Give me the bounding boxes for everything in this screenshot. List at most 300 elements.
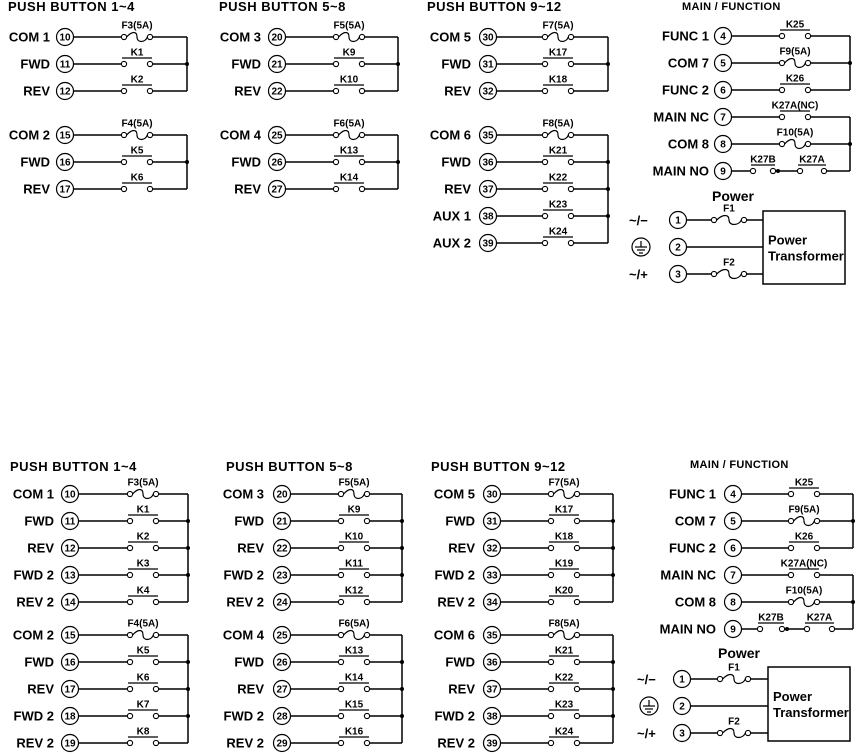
- row-label: FWD 2: [434, 567, 475, 583]
- contact-point: [364, 545, 369, 550]
- contact-point: [127, 659, 132, 664]
- row-label: COM 6: [429, 127, 471, 143]
- contact-point: [717, 730, 722, 735]
- contact-point: [779, 33, 784, 38]
- component-label: K21: [554, 645, 574, 657]
- main-function-group: [660, 459, 855, 638]
- contact-point: [574, 686, 579, 691]
- row-label: MAIN NO: [652, 163, 709, 179]
- terminal-number: 10: [64, 489, 76, 501]
- contact-point: [338, 599, 343, 604]
- circuit-row: [234, 75, 398, 100]
- contact-point: [153, 632, 158, 637]
- contact-point: [805, 33, 810, 38]
- component-label: F6(5A): [333, 118, 365, 130]
- contact-point: [147, 61, 152, 66]
- transformer-box: [763, 211, 845, 284]
- component-label: K18: [554, 531, 574, 543]
- power-row: [637, 717, 768, 742]
- terminal-number: 20: [271, 32, 283, 44]
- contact-point: [788, 572, 793, 577]
- contact-point: [364, 572, 369, 577]
- component-label: K16: [344, 726, 364, 738]
- row-label: REV 2: [16, 594, 54, 610]
- component-label: K26: [785, 73, 805, 85]
- terminal-number: 29: [276, 738, 288, 750]
- circuit-row: [20, 48, 189, 73]
- terminal-number: 16: [59, 157, 71, 169]
- row-label: FWD: [441, 154, 471, 170]
- circuit-row: [234, 173, 398, 198]
- row-label: REV: [444, 181, 471, 197]
- row-label: REV: [27, 540, 54, 556]
- component-label: K5: [136, 645, 150, 657]
- component-label: K2: [130, 74, 144, 86]
- terminal-number: 9: [720, 166, 726, 178]
- row-label: COM 7: [674, 513, 716, 529]
- row-label: REV: [27, 681, 54, 697]
- contact-point: [338, 572, 343, 577]
- terminal-number: 8: [730, 597, 736, 609]
- row-label: COM 5: [433, 486, 475, 502]
- contact-point: [153, 686, 158, 691]
- circuit-row: [226, 586, 402, 611]
- push-button-group: [427, 0, 610, 252]
- power-row: [632, 238, 763, 256]
- contact-point: [574, 659, 579, 664]
- component-label: F4(5A): [121, 118, 153, 130]
- circuit-row: [14, 559, 190, 584]
- contact-point: [338, 632, 343, 637]
- circuit-row: [669, 532, 853, 557]
- row-label: REV: [237, 681, 264, 697]
- fuse-element: [723, 729, 746, 738]
- contact-point: [711, 217, 716, 222]
- transformer-box: [768, 667, 850, 741]
- contact-point: [548, 713, 553, 718]
- contact-point: [338, 545, 343, 550]
- contact-point: [548, 686, 553, 691]
- contact-point: [127, 713, 132, 718]
- row-label: FWD 2: [13, 567, 54, 583]
- circuit-row: [669, 478, 853, 503]
- contact-point: [127, 545, 132, 550]
- terminal-number: 31: [486, 516, 498, 528]
- contact-point: [574, 491, 579, 496]
- contact-point: [364, 632, 369, 637]
- row-label: FWD: [20, 154, 50, 170]
- circuit-row: [675, 586, 853, 611]
- contact-point: [338, 518, 343, 523]
- contact-point: [338, 686, 343, 691]
- terminal-number: 2: [675, 242, 681, 254]
- row-label: FUNC 2: [662, 82, 709, 98]
- contact-point: [574, 740, 579, 745]
- contact-point: [750, 168, 755, 173]
- contact-point: [568, 61, 573, 66]
- circuit-row: [220, 119, 398, 144]
- group-title: MAIN / FUNCTION: [682, 1, 781, 13]
- terminal-number: 31: [482, 59, 494, 71]
- group-title: PUSH BUTTON 9~12: [427, 0, 562, 14]
- contact-point: [814, 599, 819, 604]
- contact-point: [574, 545, 579, 550]
- power-section: [629, 188, 845, 284]
- row-label: FWD: [445, 654, 475, 670]
- circuit-row: [437, 586, 613, 611]
- terminal-number: 37: [482, 184, 494, 196]
- circuit-row: [23, 173, 187, 198]
- terminal-number: 38: [486, 711, 498, 723]
- component-label: K24: [554, 726, 574, 738]
- contact-point: [153, 545, 158, 550]
- contact-point: [364, 491, 369, 496]
- terminal-number: 10: [59, 32, 71, 44]
- row-label: COM 4: [222, 627, 264, 643]
- terminal-number: 2: [679, 701, 685, 713]
- circuit-row: [13, 478, 188, 503]
- contact-point: [147, 88, 152, 93]
- fuse-element: [554, 490, 575, 499]
- contact-point: [568, 186, 573, 191]
- circuit-row: [20, 146, 189, 171]
- contact-point: [574, 632, 579, 637]
- component-label: K26: [794, 531, 814, 543]
- contact-point: [542, 132, 547, 137]
- fuse-element: [548, 33, 569, 42]
- push-button-group: [431, 459, 615, 752]
- terminal-number: 1: [679, 674, 685, 686]
- terminal-number: 5: [720, 58, 726, 70]
- component-label: F2: [723, 257, 735, 269]
- row-label: REV: [234, 181, 261, 197]
- terminal-number: 3: [679, 728, 685, 740]
- component-label: K4: [136, 585, 150, 597]
- fuse-element: [785, 59, 806, 68]
- contact-point: [814, 518, 819, 523]
- row-label: REV: [234, 83, 261, 99]
- row-label: FUNC 1: [662, 28, 709, 44]
- fuse-element: [133, 631, 154, 640]
- power-title: Power: [717, 645, 761, 661]
- fuse-element: [717, 216, 742, 225]
- row-label: COM 1: [8, 29, 50, 45]
- contact-point: [121, 159, 126, 164]
- contact-point: [717, 676, 722, 681]
- terminal-number: 17: [59, 184, 71, 196]
- contact-point: [127, 599, 132, 604]
- contact-point: [821, 168, 826, 173]
- contact-point: [542, 159, 547, 164]
- terminal-number: 4: [720, 31, 726, 43]
- contact-point: [542, 240, 547, 245]
- fuse-element: [717, 270, 742, 279]
- push-button-group: [10, 459, 190, 752]
- terminal-number: 28: [276, 711, 288, 723]
- contact-point: [364, 518, 369, 523]
- contact-point: [741, 271, 746, 276]
- contact-point: [548, 572, 553, 577]
- terminal-number: 38: [482, 211, 494, 223]
- contact-point: [814, 572, 819, 577]
- contact-point: [542, 34, 547, 39]
- contact-point: [779, 60, 784, 65]
- contact-point: [364, 686, 369, 691]
- contact-point: [127, 686, 132, 691]
- terminal-number: 6: [720, 85, 726, 97]
- contact-point: [548, 599, 553, 604]
- circuit-row: [16, 727, 188, 752]
- contact-point: [127, 518, 132, 523]
- component-label: K1: [130, 47, 144, 59]
- component-label: K1: [136, 504, 150, 516]
- contact-point: [568, 213, 573, 218]
- row-label: REV 2: [226, 735, 264, 751]
- contact-point: [147, 34, 152, 39]
- circuit-row: [237, 532, 404, 557]
- fuse-element: [794, 517, 815, 526]
- component-label: K8: [136, 726, 150, 738]
- row-label: REV 2: [437, 735, 475, 751]
- power-row: [629, 258, 763, 283]
- component-label: F5(5A): [333, 20, 365, 32]
- group-title: PUSH BUTTON 9~12: [431, 459, 566, 474]
- fuse-element: [339, 131, 360, 140]
- component-label: K9: [342, 47, 356, 59]
- row-label: MAIN NC: [653, 109, 709, 125]
- component-label: K10: [339, 74, 359, 86]
- fuse-element: [339, 33, 360, 42]
- contact-point: [574, 518, 579, 523]
- contact-point: [568, 88, 573, 93]
- circuit-row: [660, 613, 853, 638]
- group-title: PUSH BUTTON 5~8: [219, 0, 346, 14]
- component-label: F9(5A): [779, 46, 811, 58]
- contact-point: [542, 186, 547, 191]
- component-label: K24: [548, 226, 568, 238]
- row-label: AUX 2: [432, 235, 471, 251]
- contact-point: [364, 740, 369, 745]
- contact-point: [121, 88, 126, 93]
- contact-point: [153, 740, 158, 745]
- circuit-row: [223, 619, 402, 644]
- contact-point: [147, 132, 152, 137]
- row-label: COM 2: [8, 127, 50, 143]
- row-label: COM 8: [667, 136, 709, 152]
- terminal-number: 26: [276, 657, 288, 669]
- circuit-row: [223, 478, 402, 503]
- contact-point: [797, 168, 802, 173]
- terminal-number: 26: [271, 157, 283, 169]
- contact-point: [788, 491, 793, 496]
- row-label: REV 2: [437, 594, 475, 610]
- component-label: K20: [554, 585, 574, 597]
- row-label: COM 3: [219, 29, 261, 45]
- contact-point: [338, 491, 343, 496]
- contact-point: [542, 88, 547, 93]
- terminal-number: 39: [486, 738, 498, 750]
- circuit-row: [662, 74, 850, 99]
- contact-point: [147, 186, 152, 191]
- contact-point: [359, 132, 364, 137]
- circuit-row: [662, 20, 850, 45]
- circuit-row: [9, 119, 187, 144]
- component-label: F1: [723, 203, 735, 215]
- row-label: FWD 2: [223, 708, 264, 724]
- contact-point: [542, 61, 547, 66]
- contact-point: [338, 659, 343, 664]
- terminal-number: 16: [64, 657, 76, 669]
- circuit-row: [668, 128, 850, 153]
- component-label: K2: [136, 531, 150, 543]
- junction-dot: [848, 142, 852, 146]
- contact-point: [548, 740, 553, 745]
- component-label: K6: [136, 672, 150, 684]
- terminal-number: 12: [59, 86, 71, 98]
- fuse-element: [548, 131, 569, 140]
- component-label: F1: [728, 662, 740, 674]
- ac-symbol: ~/+: [629, 267, 648, 282]
- row-label: REV 2: [16, 735, 54, 751]
- contact-point: [153, 572, 158, 577]
- row-label: REV: [237, 540, 264, 556]
- circuit-row: [231, 48, 400, 73]
- group-title: PUSH BUTTON 1~4: [8, 0, 135, 14]
- row-label: AUX 1: [432, 208, 471, 224]
- contact-point: [359, 61, 364, 66]
- terminal-number: 21: [276, 516, 288, 528]
- row-label: FWD 2: [434, 708, 475, 724]
- row-label: FWD: [234, 513, 264, 529]
- row-label: COM 6: [433, 627, 475, 643]
- terminal-number: 23: [276, 570, 288, 582]
- contact-point: [770, 168, 775, 173]
- contact-point: [829, 626, 834, 631]
- group-title: PUSH BUTTON 5~8: [226, 459, 353, 474]
- contact-point: [333, 159, 338, 164]
- row-label: FWD: [24, 654, 54, 670]
- contact-point: [127, 491, 132, 496]
- circuit-row: [445, 505, 615, 530]
- terminal-number: 15: [64, 630, 76, 642]
- contact-point: [333, 34, 338, 39]
- power-row: [640, 697, 768, 715]
- circuit-row: [653, 155, 850, 180]
- circuit-row: [444, 75, 608, 100]
- contact-point: [121, 186, 126, 191]
- terminal-number: 9: [730, 624, 736, 636]
- row-label: FWD: [24, 513, 54, 529]
- terminal-number: 34: [486, 597, 498, 609]
- row-label: FUNC 1: [669, 486, 716, 502]
- junction-dot: [785, 627, 789, 631]
- row-label: COM 1: [12, 486, 54, 502]
- fuse-element: [794, 598, 815, 607]
- terminal-number: 35: [482, 130, 494, 142]
- component-label: K25: [794, 477, 814, 489]
- circuit-row: [27, 673, 190, 698]
- circuit-row: [441, 146, 610, 171]
- component-label: K22: [554, 672, 574, 684]
- component-label: K14: [339, 172, 359, 184]
- row-label: FWD: [441, 56, 471, 72]
- terminal-number: 14: [64, 597, 76, 609]
- junction-dot: [851, 600, 855, 604]
- push-button-group: [8, 0, 189, 198]
- terminal-number: 8: [720, 139, 726, 151]
- contact-point: [779, 626, 784, 631]
- circuit-row: [224, 700, 404, 725]
- component-label: F3(5A): [121, 20, 153, 32]
- circuit-row: [445, 646, 615, 671]
- contact-point: [153, 659, 158, 664]
- component-label: K27B: [750, 154, 776, 166]
- circuit-row: [433, 227, 608, 252]
- contact-point: [757, 626, 762, 631]
- row-label: COM 4: [219, 127, 261, 143]
- fuse-element: [723, 675, 746, 684]
- contact-point: [333, 88, 338, 93]
- circuit-row: [437, 727, 613, 752]
- contact-point: [745, 730, 750, 735]
- contact-point: [574, 713, 579, 718]
- circuit-row: [430, 21, 608, 46]
- contact-point: [814, 491, 819, 496]
- contact-point: [364, 599, 369, 604]
- contact-point: [779, 87, 784, 92]
- row-label: FWD: [445, 513, 475, 529]
- contact-point: [121, 34, 126, 39]
- circuit-row: [237, 673, 404, 698]
- contact-point: [805, 87, 810, 92]
- terminal-number: 18: [64, 711, 76, 723]
- component-label: F2: [728, 716, 740, 728]
- terminal-number: 7: [720, 112, 726, 124]
- terminal-number: 25: [271, 130, 283, 142]
- component-label: F7(5A): [542, 20, 574, 32]
- circuit-row: [433, 200, 610, 225]
- circuit-row: [224, 559, 404, 584]
- terminal-number: 11: [64, 516, 76, 528]
- contact-point: [153, 599, 158, 604]
- component-label: F9(5A): [788, 504, 820, 516]
- component-label: K18: [548, 74, 568, 86]
- contact-point: [359, 88, 364, 93]
- circuit-row: [675, 505, 853, 530]
- contact-point: [568, 132, 573, 137]
- contact-point: [805, 114, 810, 119]
- terminal-number: 22: [271, 86, 283, 98]
- component-label: K12: [344, 585, 364, 597]
- row-label: FWD: [20, 56, 50, 72]
- contact-point: [574, 599, 579, 604]
- row-label: FWD: [234, 654, 264, 670]
- transformer-label: Transformer: [768, 248, 844, 264]
- component-label: F5(5A): [338, 477, 370, 489]
- terminal-number: 12: [64, 543, 76, 555]
- contact-point: [574, 572, 579, 577]
- circuit-row: [434, 478, 613, 503]
- terminal-number: 27: [271, 184, 283, 196]
- component-label: K27B: [758, 612, 784, 624]
- terminal-number: 13: [64, 570, 76, 582]
- component-label: K14: [344, 672, 364, 684]
- terminal-number: 5: [730, 516, 736, 528]
- contact-point: [568, 240, 573, 245]
- row-label: COM 3: [222, 486, 264, 502]
- terminal-number: 25: [276, 630, 288, 642]
- row-label: FWD 2: [223, 567, 264, 583]
